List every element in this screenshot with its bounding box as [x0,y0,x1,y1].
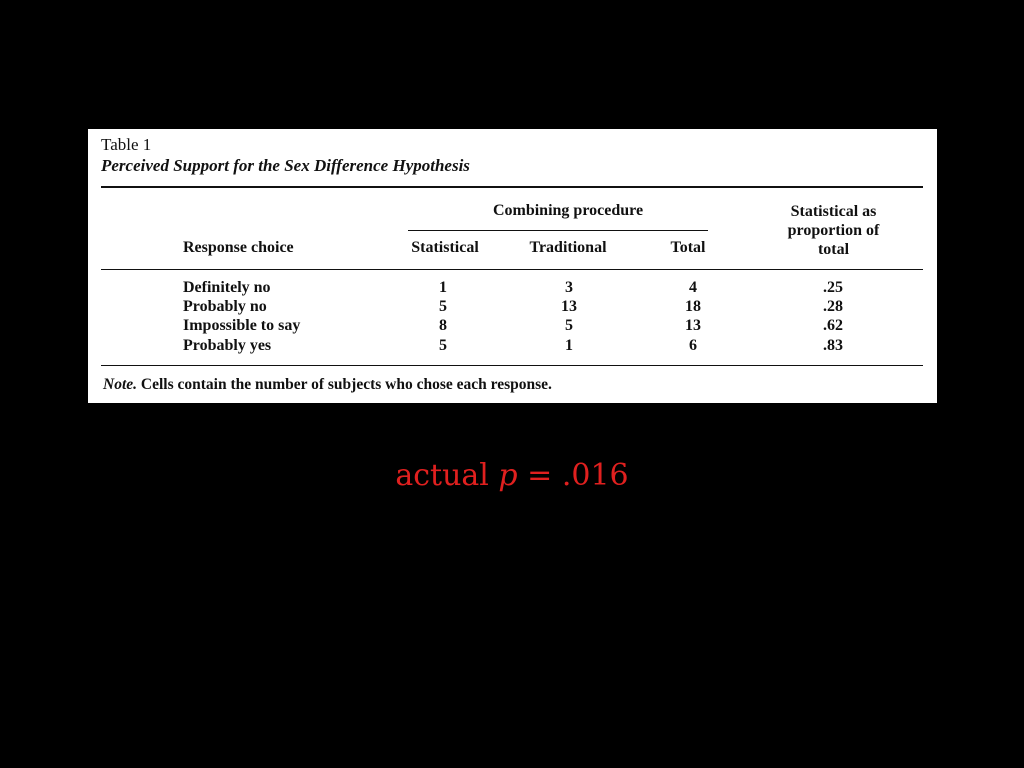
cell-proportion: .83 [823,337,843,354]
header-traditional: Traditional [529,239,607,256]
cell-response-choice: Probably no [183,298,267,315]
cell-proportion: .62 [823,317,843,334]
cell-total: 13 [685,317,701,334]
header-proportion-line1: Statistical as [790,203,877,220]
cell-statistical: 8 [439,317,447,334]
caption-prefix: actual [395,458,499,493]
cell-traditional: 13 [561,298,577,315]
table-row [88,298,937,318]
note-label: Note. [103,376,138,393]
cell-statistical: 5 [439,298,447,315]
cell-proportion: .28 [823,298,843,315]
header-total: Total [670,239,706,256]
cell-traditional: 1 [565,337,573,354]
table-figure [88,129,937,403]
cell-traditional: 3 [565,279,573,296]
cell-total: 4 [689,279,697,296]
cell-proportion: .25 [823,279,843,296]
header-rule [101,269,923,270]
p-value-caption [0,458,1024,493]
caption-variable: p [498,458,518,493]
table-number: Table 1 [101,135,152,154]
header-proportion [766,202,901,259]
table-row [88,279,937,299]
cell-total: 18 [685,298,701,315]
cell-statistical: 5 [439,337,447,354]
cell-response-choice: Impossible to say [183,317,301,334]
top-rule [101,186,923,188]
cell-traditional: 5 [565,317,573,334]
cell-response-choice: Definitely no [183,279,271,296]
note-text: Cells contain the number of subjects who chose each response. [137,376,552,393]
cell-response-choice: Probably yes [183,337,272,354]
table-row [88,337,937,357]
cell-statistical: 1 [439,279,447,296]
caption-suffix: = .016 [517,458,629,493]
header-response-choice: Response choice [183,239,294,256]
cell-total: 6 [689,337,697,354]
spanner-rule [408,230,708,231]
header-proportion-line3: total [817,241,850,258]
header-combining-procedure: Combining procedure [492,202,644,219]
table-row [88,317,937,337]
table-title: Perceived Support for the Sex Difference Hypothesis [101,156,470,175]
header-proportion-line2: proportion of [787,222,880,239]
table-note [103,376,552,394]
header-statistical: Statistical [411,239,479,256]
bottom-rule [101,365,923,366]
